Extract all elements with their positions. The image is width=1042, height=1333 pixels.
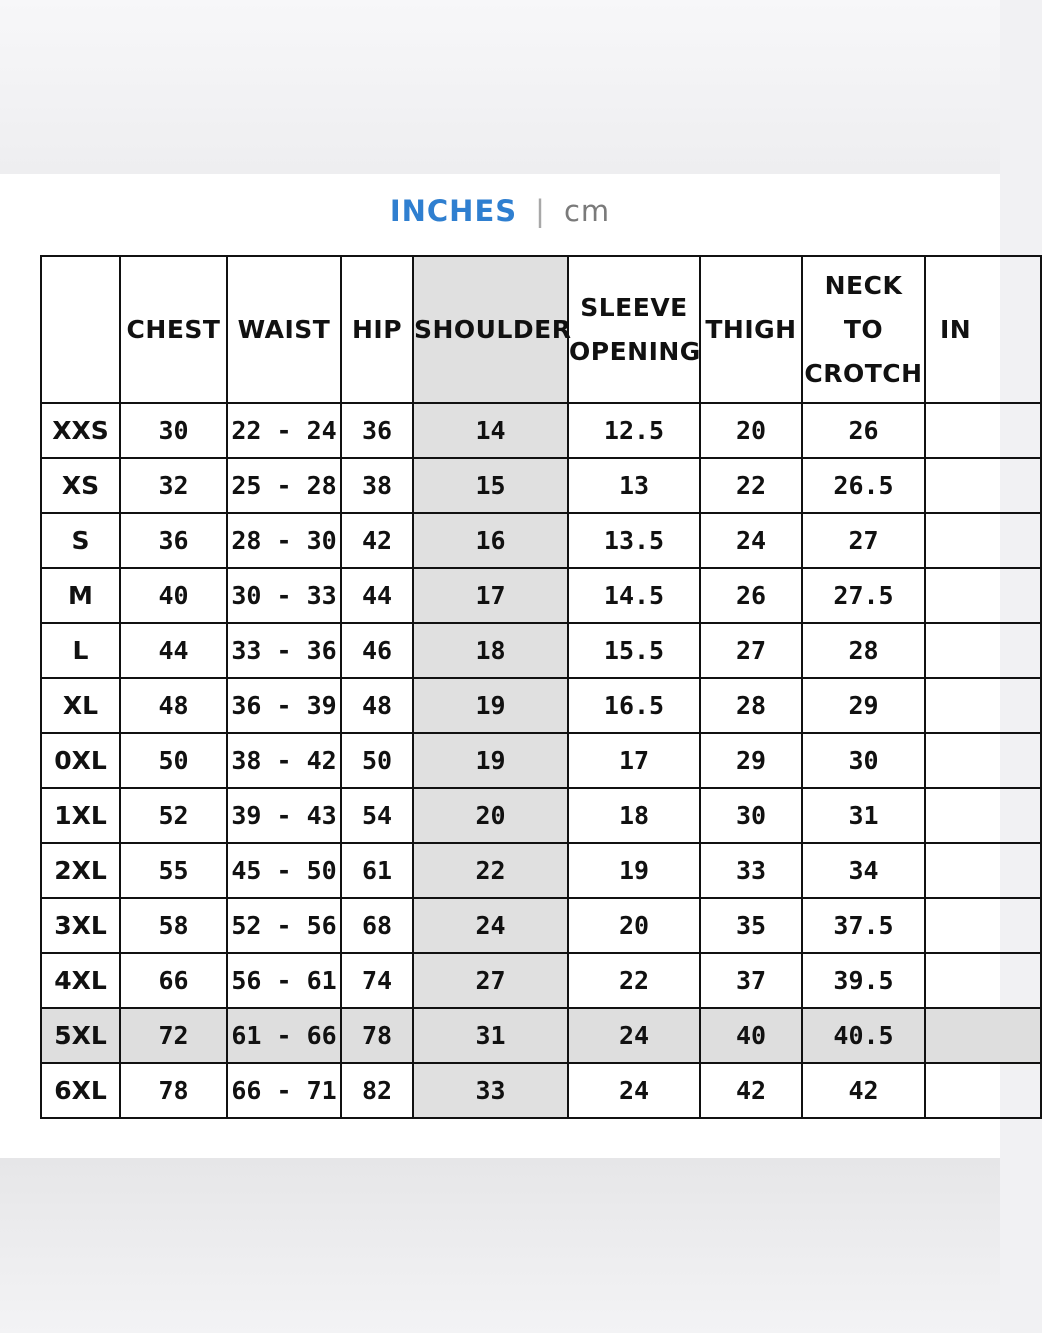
cell-waist: 52 - 56 (227, 898, 341, 953)
cell-chest: 30 (120, 403, 227, 458)
cell-size: L (41, 623, 120, 678)
cell-thigh: 28 (700, 678, 802, 733)
cell-shoulder: 14 (413, 403, 568, 458)
cell-neck-to-crotch: 30 (802, 733, 925, 788)
cell-chest: 66 (120, 953, 227, 1008)
cell-neck-to-crotch: 42 (802, 1063, 925, 1118)
header-thigh: THIGH (700, 256, 802, 403)
size-table (40, 255, 1042, 1119)
cell-waist: 39 - 43 (227, 788, 341, 843)
table-row (41, 843, 1041, 898)
table-row (41, 1063, 1041, 1118)
cell-chest: 55 (120, 843, 227, 898)
cell-inseam-partial (925, 458, 1041, 513)
cell-inseam-partial (925, 678, 1041, 733)
table-row (41, 898, 1041, 953)
table-row (41, 458, 1041, 513)
cell-chest: 72 (120, 1008, 227, 1063)
cell-sleeve-opening: 13 (568, 458, 700, 513)
cell-neck-to-crotch: 27 (802, 513, 925, 568)
cell-inseam-partial (925, 513, 1041, 568)
table-row (41, 953, 1041, 1008)
unit-separator: | (535, 194, 546, 228)
cell-thigh: 35 (700, 898, 802, 953)
cell-neck-to-crotch: 37.5 (802, 898, 925, 953)
cell-shoulder: 16 (413, 513, 568, 568)
cell-inseam-partial (925, 733, 1041, 788)
cell-size: XS (41, 458, 120, 513)
unit-toggle (0, 194, 1000, 228)
size-chart-card (0, 174, 1000, 1158)
cell-chest: 36 (120, 513, 227, 568)
cell-hip: 82 (341, 1063, 413, 1118)
cell-sleeve-opening: 16.5 (568, 678, 700, 733)
cell-sleeve-opening: 17 (568, 733, 700, 788)
cell-sleeve-opening: 18 (568, 788, 700, 843)
background-top (0, 0, 1000, 174)
cell-sleeve-opening: 15.5 (568, 623, 700, 678)
cell-neck-to-crotch: 31 (802, 788, 925, 843)
header-row (41, 256, 1041, 403)
cell-inseam-partial (925, 843, 1041, 898)
cell-size: M (41, 568, 120, 623)
cell-neck-to-crotch: 28 (802, 623, 925, 678)
cell-shoulder: 17 (413, 568, 568, 623)
cell-size: 5XL (41, 1008, 120, 1063)
cell-inseam-partial (925, 403, 1041, 458)
cell-sleeve-opening: 24 (568, 1063, 700, 1118)
cell-thigh: 27 (700, 623, 802, 678)
table-row (41, 403, 1041, 458)
cell-chest: 40 (120, 568, 227, 623)
cell-sleeve-opening: 19 (568, 843, 700, 898)
cell-hip: 50 (341, 733, 413, 788)
background-bottom (0, 1158, 1000, 1333)
cell-size: 1XL (41, 788, 120, 843)
cell-chest: 48 (120, 678, 227, 733)
header-shoulder: SHOULDER (413, 256, 568, 403)
table-row (41, 568, 1041, 623)
cell-neck-to-crotch: 27.5 (802, 568, 925, 623)
cell-hip: 46 (341, 623, 413, 678)
cell-chest: 52 (120, 788, 227, 843)
cell-hip: 36 (341, 403, 413, 458)
cell-hip: 44 (341, 568, 413, 623)
cell-inseam-partial (925, 1008, 1041, 1063)
cell-size: 0XL (41, 733, 120, 788)
cell-chest: 58 (120, 898, 227, 953)
cell-size: S (41, 513, 120, 568)
cell-inseam-partial (925, 788, 1041, 843)
cell-sleeve-opening: 20 (568, 898, 700, 953)
cell-shoulder: 15 (413, 458, 568, 513)
table-row (41, 1008, 1041, 1063)
cell-thigh: 42 (700, 1063, 802, 1118)
cell-hip: 38 (341, 458, 413, 513)
table-row (41, 788, 1041, 843)
cell-size: XL (41, 678, 120, 733)
cell-size: 3XL (41, 898, 120, 953)
cell-sleeve-opening: 14.5 (568, 568, 700, 623)
cell-waist: 66 - 71 (227, 1063, 341, 1118)
cell-shoulder: 33 (413, 1063, 568, 1118)
cell-waist: 30 - 33 (227, 568, 341, 623)
cell-size: 4XL (41, 953, 120, 1008)
cell-thigh: 26 (700, 568, 802, 623)
cell-sleeve-opening: 13.5 (568, 513, 700, 568)
cell-waist: 56 - 61 (227, 953, 341, 1008)
cell-chest: 50 (120, 733, 227, 788)
cell-neck-to-crotch: 34 (802, 843, 925, 898)
cell-hip: 74 (341, 953, 413, 1008)
unit-cm-option[interactable]: cm (563, 194, 611, 228)
table-header (41, 256, 1041, 403)
cell-sleeve-opening: 22 (568, 953, 700, 1008)
cell-chest: 44 (120, 623, 227, 678)
header-inseam-partial: IN (925, 256, 1041, 403)
cell-waist: 28 - 30 (227, 513, 341, 568)
cell-inseam-partial (925, 1063, 1041, 1118)
table-row (41, 678, 1041, 733)
cell-hip: 42 (341, 513, 413, 568)
cell-sleeve-opening: 24 (568, 1008, 700, 1063)
cell-neck-to-crotch: 26 (802, 403, 925, 458)
cell-shoulder: 19 (413, 733, 568, 788)
cell-hip: 78 (341, 1008, 413, 1063)
cell-waist: 25 - 28 (227, 458, 341, 513)
header-hip: HIP (341, 256, 413, 403)
cell-thigh: 30 (700, 788, 802, 843)
cell-size: XXS (41, 403, 120, 458)
cell-thigh: 40 (700, 1008, 802, 1063)
cell-shoulder: 20 (413, 788, 568, 843)
cell-thigh: 29 (700, 733, 802, 788)
cell-hip: 68 (341, 898, 413, 953)
cell-thigh: 20 (700, 403, 802, 458)
table-row (41, 623, 1041, 678)
cell-waist: 61 - 66 (227, 1008, 341, 1063)
cell-waist: 33 - 36 (227, 623, 341, 678)
cell-chest: 32 (120, 458, 227, 513)
cell-waist: 36 - 39 (227, 678, 341, 733)
cell-waist: 38 - 42 (227, 733, 341, 788)
cell-thigh: 37 (700, 953, 802, 1008)
size-table-viewport (40, 255, 972, 1135)
unit-inches-option[interactable]: INCHES (389, 194, 518, 228)
cell-size: 2XL (41, 843, 120, 898)
cell-thigh: 24 (700, 513, 802, 568)
cell-inseam-partial (925, 568, 1041, 623)
header-waist: WAIST (227, 256, 341, 403)
cell-shoulder: 24 (413, 898, 568, 953)
table-body (41, 403, 1041, 1118)
cell-neck-to-crotch: 29 (802, 678, 925, 733)
header-size (41, 256, 120, 403)
table-row (41, 733, 1041, 788)
header-sleeve-opening: SLEEVE OPENING (568, 256, 700, 403)
cell-sleeve-opening: 12.5 (568, 403, 700, 458)
cell-thigh: 22 (700, 458, 802, 513)
cell-shoulder: 19 (413, 678, 568, 733)
cell-hip: 54 (341, 788, 413, 843)
cell-thigh: 33 (700, 843, 802, 898)
cell-neck-to-crotch: 40.5 (802, 1008, 925, 1063)
cell-waist: 22 - 24 (227, 403, 341, 458)
cell-hip: 61 (341, 843, 413, 898)
cell-chest: 78 (120, 1063, 227, 1118)
cell-shoulder: 18 (413, 623, 568, 678)
cell-shoulder: 31 (413, 1008, 568, 1063)
cell-neck-to-crotch: 39.5 (802, 953, 925, 1008)
cell-shoulder: 27 (413, 953, 568, 1008)
cell-waist: 45 - 50 (227, 843, 341, 898)
table-row (41, 513, 1041, 568)
header-neck-to-crotch: NECK TO CROTCH (802, 256, 925, 403)
header-chest: CHEST (120, 256, 227, 403)
cell-inseam-partial (925, 623, 1041, 678)
cell-inseam-partial (925, 898, 1041, 953)
cell-size: 6XL (41, 1063, 120, 1118)
cell-neck-to-crotch: 26.5 (802, 458, 925, 513)
cell-hip: 48 (341, 678, 413, 733)
cell-inseam-partial (925, 953, 1041, 1008)
cell-shoulder: 22 (413, 843, 568, 898)
